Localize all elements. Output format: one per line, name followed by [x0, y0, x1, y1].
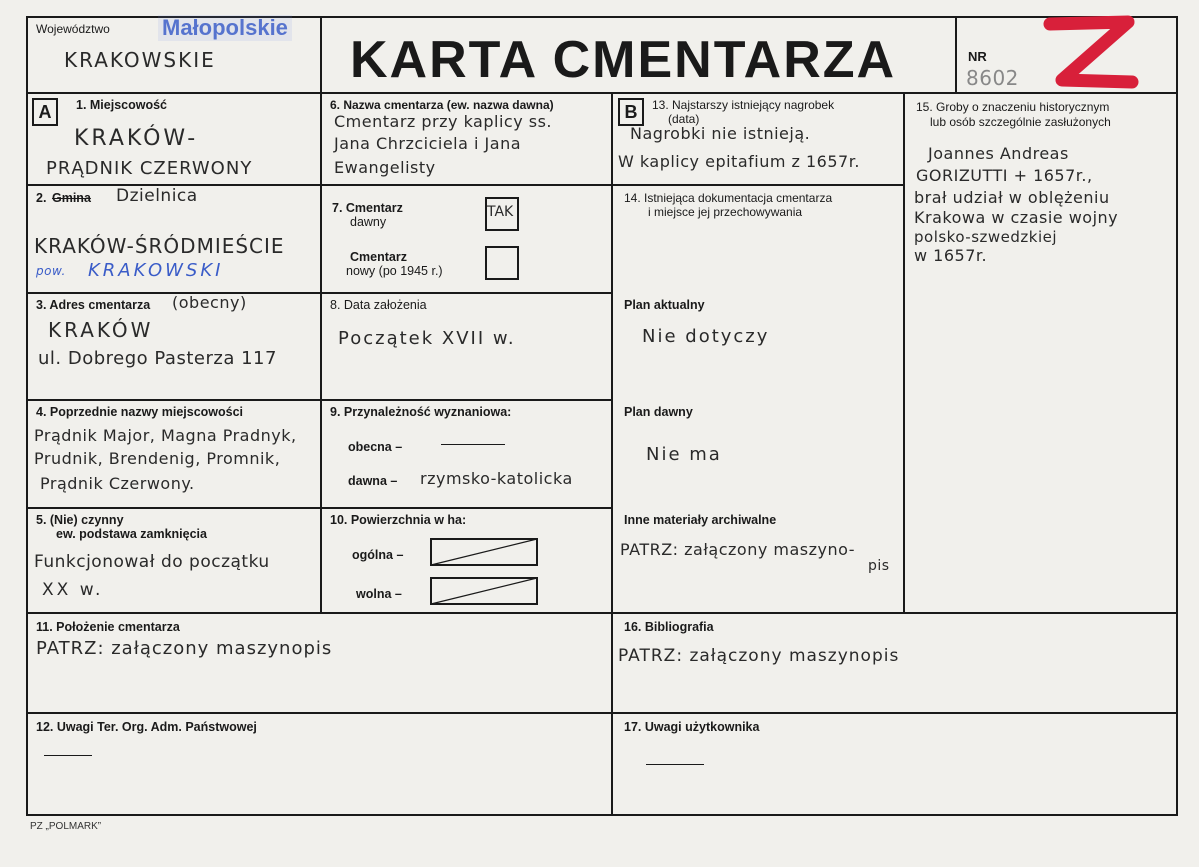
field-5-label1: 5. (Nie) czynny	[36, 513, 124, 527]
field-12-blank-line	[44, 755, 92, 756]
field-3-line1: KRAKÓW	[48, 318, 154, 342]
frame-right	[1176, 16, 1178, 816]
field-4-line1: Prądnik Major, Magna Pradnyk,	[34, 426, 297, 445]
field-6-line3: Ewangelisty	[334, 158, 436, 177]
inne-materialy-label: Inne materiały archiwalne	[624, 513, 777, 527]
inne-materialy-line1: PATRZ: załączony maszyno-	[620, 540, 855, 559]
field-2-line2: KRAKOWSKI	[88, 260, 224, 281]
field-1-label: 1. Miejscowość	[76, 98, 168, 112]
field-5-label2: ew. podstawa zamknięcia	[56, 527, 207, 541]
field-9-dawna-label: dawna –	[348, 474, 398, 488]
field-17-label: 17. Uwagi użytkownika	[624, 720, 760, 734]
field-10-label: 10. Powierzchnia w ha:	[330, 513, 467, 527]
field-1-line2: PRĄDNIK CZERWONY	[46, 158, 253, 179]
field-7-dawny-label2: dawny	[350, 215, 387, 229]
field-13-line2: W kaplicy epitafium z 1657r.	[618, 152, 860, 171]
field-7-nowy-label2: nowy (po 1945 r.)	[346, 264, 443, 278]
divider	[955, 16, 957, 94]
field-1-line1: KRAKÓW-	[74, 126, 199, 151]
ogolna-crossed-box	[430, 538, 538, 566]
plan-dawny-value: Nie ma	[646, 444, 722, 465]
field-2-line1: KRAKÓW-ŚRÓDMIEŚCIE	[34, 234, 285, 258]
field-3-label: 3. Adres cmentarza	[36, 298, 151, 312]
field-10-ogolna-label: ogólna –	[352, 548, 404, 562]
field-10-wolna-label: wolna –	[356, 587, 402, 601]
field-14-label1: 14. Istniejąca dokumentacja cmentarza	[624, 191, 833, 205]
nr-label: NR	[968, 49, 987, 64]
field-12-label: 12. Uwagi Ter. Org. Adm. Państwowej	[36, 720, 257, 734]
field-9-dawna-value: rzymsko-katolicka	[420, 469, 573, 488]
wojewodztwo-stamp: Małopolskie	[158, 15, 292, 41]
field-15-line4: Krakowa w czasie wojny	[914, 208, 1119, 227]
field-14-label2: i miejsce jej przechowywania	[648, 205, 803, 219]
nowy-checkbox[interactable]	[485, 246, 519, 280]
field-5-line1: Funkcjonował do początku	[34, 552, 270, 572]
field-2-label-prefix: 2.	[36, 191, 47, 205]
field-11-value: PATRZ: załączony maszynopis	[36, 638, 333, 659]
wojewodztwo-label: Województwo	[36, 22, 110, 36]
field-7-dawny-label1: 7. Cmentarz	[332, 201, 403, 215]
field-5-line2: XX w.	[42, 580, 104, 600]
plan-dawny-label: Plan dawny	[624, 405, 693, 419]
divider	[26, 292, 613, 294]
field-9-obecna-label: obecna –	[348, 440, 403, 454]
page-title: KARTA CMENTARZA	[350, 31, 897, 89]
printer-imprint: PZ „POLMARK”	[30, 821, 102, 832]
field-16-value: PATRZ: załączony maszynopis	[618, 646, 900, 666]
red-z-mark	[1040, 14, 1140, 90]
field-15-label1: 15. Groby o znaczeniu historycznym	[916, 100, 1110, 114]
field-15-line2: GORIZUTTI + 1657r.,	[916, 166, 1093, 185]
field-15-line6: w 1657r.	[914, 246, 988, 265]
field-15-label2: lub osób szczególnie zasłużonych	[930, 115, 1111, 129]
field-15-line3: brał udział w oblężeniu	[914, 188, 1110, 207]
field-3-label-hand: (obecny)	[172, 293, 247, 312]
plan-aktualny-value: Nie dotyczy	[642, 326, 770, 347]
field-9-label: 9. Przynależność wyznaniowa:	[330, 405, 512, 419]
obecna-blank-line	[441, 444, 505, 445]
field-15-line1: Joannes Andreas	[928, 144, 1069, 163]
section-a-badge: A	[32, 98, 58, 126]
dawny-checkbox-value: TAK	[487, 204, 514, 220]
nr-value: 8602	[966, 66, 1019, 90]
wolna-crossed-box	[430, 577, 538, 605]
field-13-label2: (data)	[668, 112, 700, 126]
section-b-badge: B	[618, 98, 644, 126]
wojewodztwo-value: KRAKOWSKIE	[64, 48, 216, 72]
field-8-value: Początek XVII w.	[338, 328, 516, 349]
divider	[320, 16, 322, 612]
field-6-line2: Jana Chrzciciela i Jana	[334, 134, 522, 153]
frame-left	[26, 16, 28, 816]
divider	[26, 712, 1178, 714]
field-13-line1: Nagrobki nie istnieją.	[630, 124, 811, 143]
field-17-blank-line	[646, 764, 704, 765]
inne-materialy-line2: pis	[868, 558, 890, 574]
divider	[26, 507, 613, 509]
divider	[26, 399, 613, 401]
field-2-label-hand: Dzielnica	[116, 186, 198, 206]
field-13-label1: 13. Najstarszy istniejący nagrobek	[652, 98, 835, 112]
field-4-line2: Prudnik, Brendenig, Promnik,	[34, 449, 281, 468]
field-6-label: 6. Nazwa cmentarza (ew. nazwa dawna)	[330, 98, 554, 112]
frame-bottom	[26, 814, 1178, 816]
field-16-label: 16. Bibliografia	[624, 620, 714, 634]
divider	[320, 184, 613, 186]
field-4-line3: Prądnik Czerwony.	[40, 474, 195, 493]
plan-aktualny-label: Plan aktualny	[624, 298, 705, 312]
field-8-label: 8. Data założenia	[330, 298, 427, 312]
divider	[26, 92, 1178, 94]
field-6-line1: Cmentarz przy kaplicy ss.	[334, 112, 553, 131]
field-4-label: 4. Poprzednie nazwy miejscowości	[36, 405, 244, 419]
field-2-label-struck: Gmina	[52, 191, 91, 205]
field-3-line2: ul. Dobrego Pasterza 117	[38, 348, 277, 369]
field-11-label: 11. Położenie cmentarza	[36, 620, 180, 634]
divider	[903, 92, 905, 614]
field-7-nowy-label1: Cmentarz	[350, 250, 407, 264]
divider	[611, 184, 905, 186]
field-15-line5: polsko-szwedzkiej	[914, 228, 1058, 246]
divider	[611, 92, 613, 814]
divider	[26, 612, 1178, 614]
field-2-line2-small: pow.	[36, 264, 66, 278]
